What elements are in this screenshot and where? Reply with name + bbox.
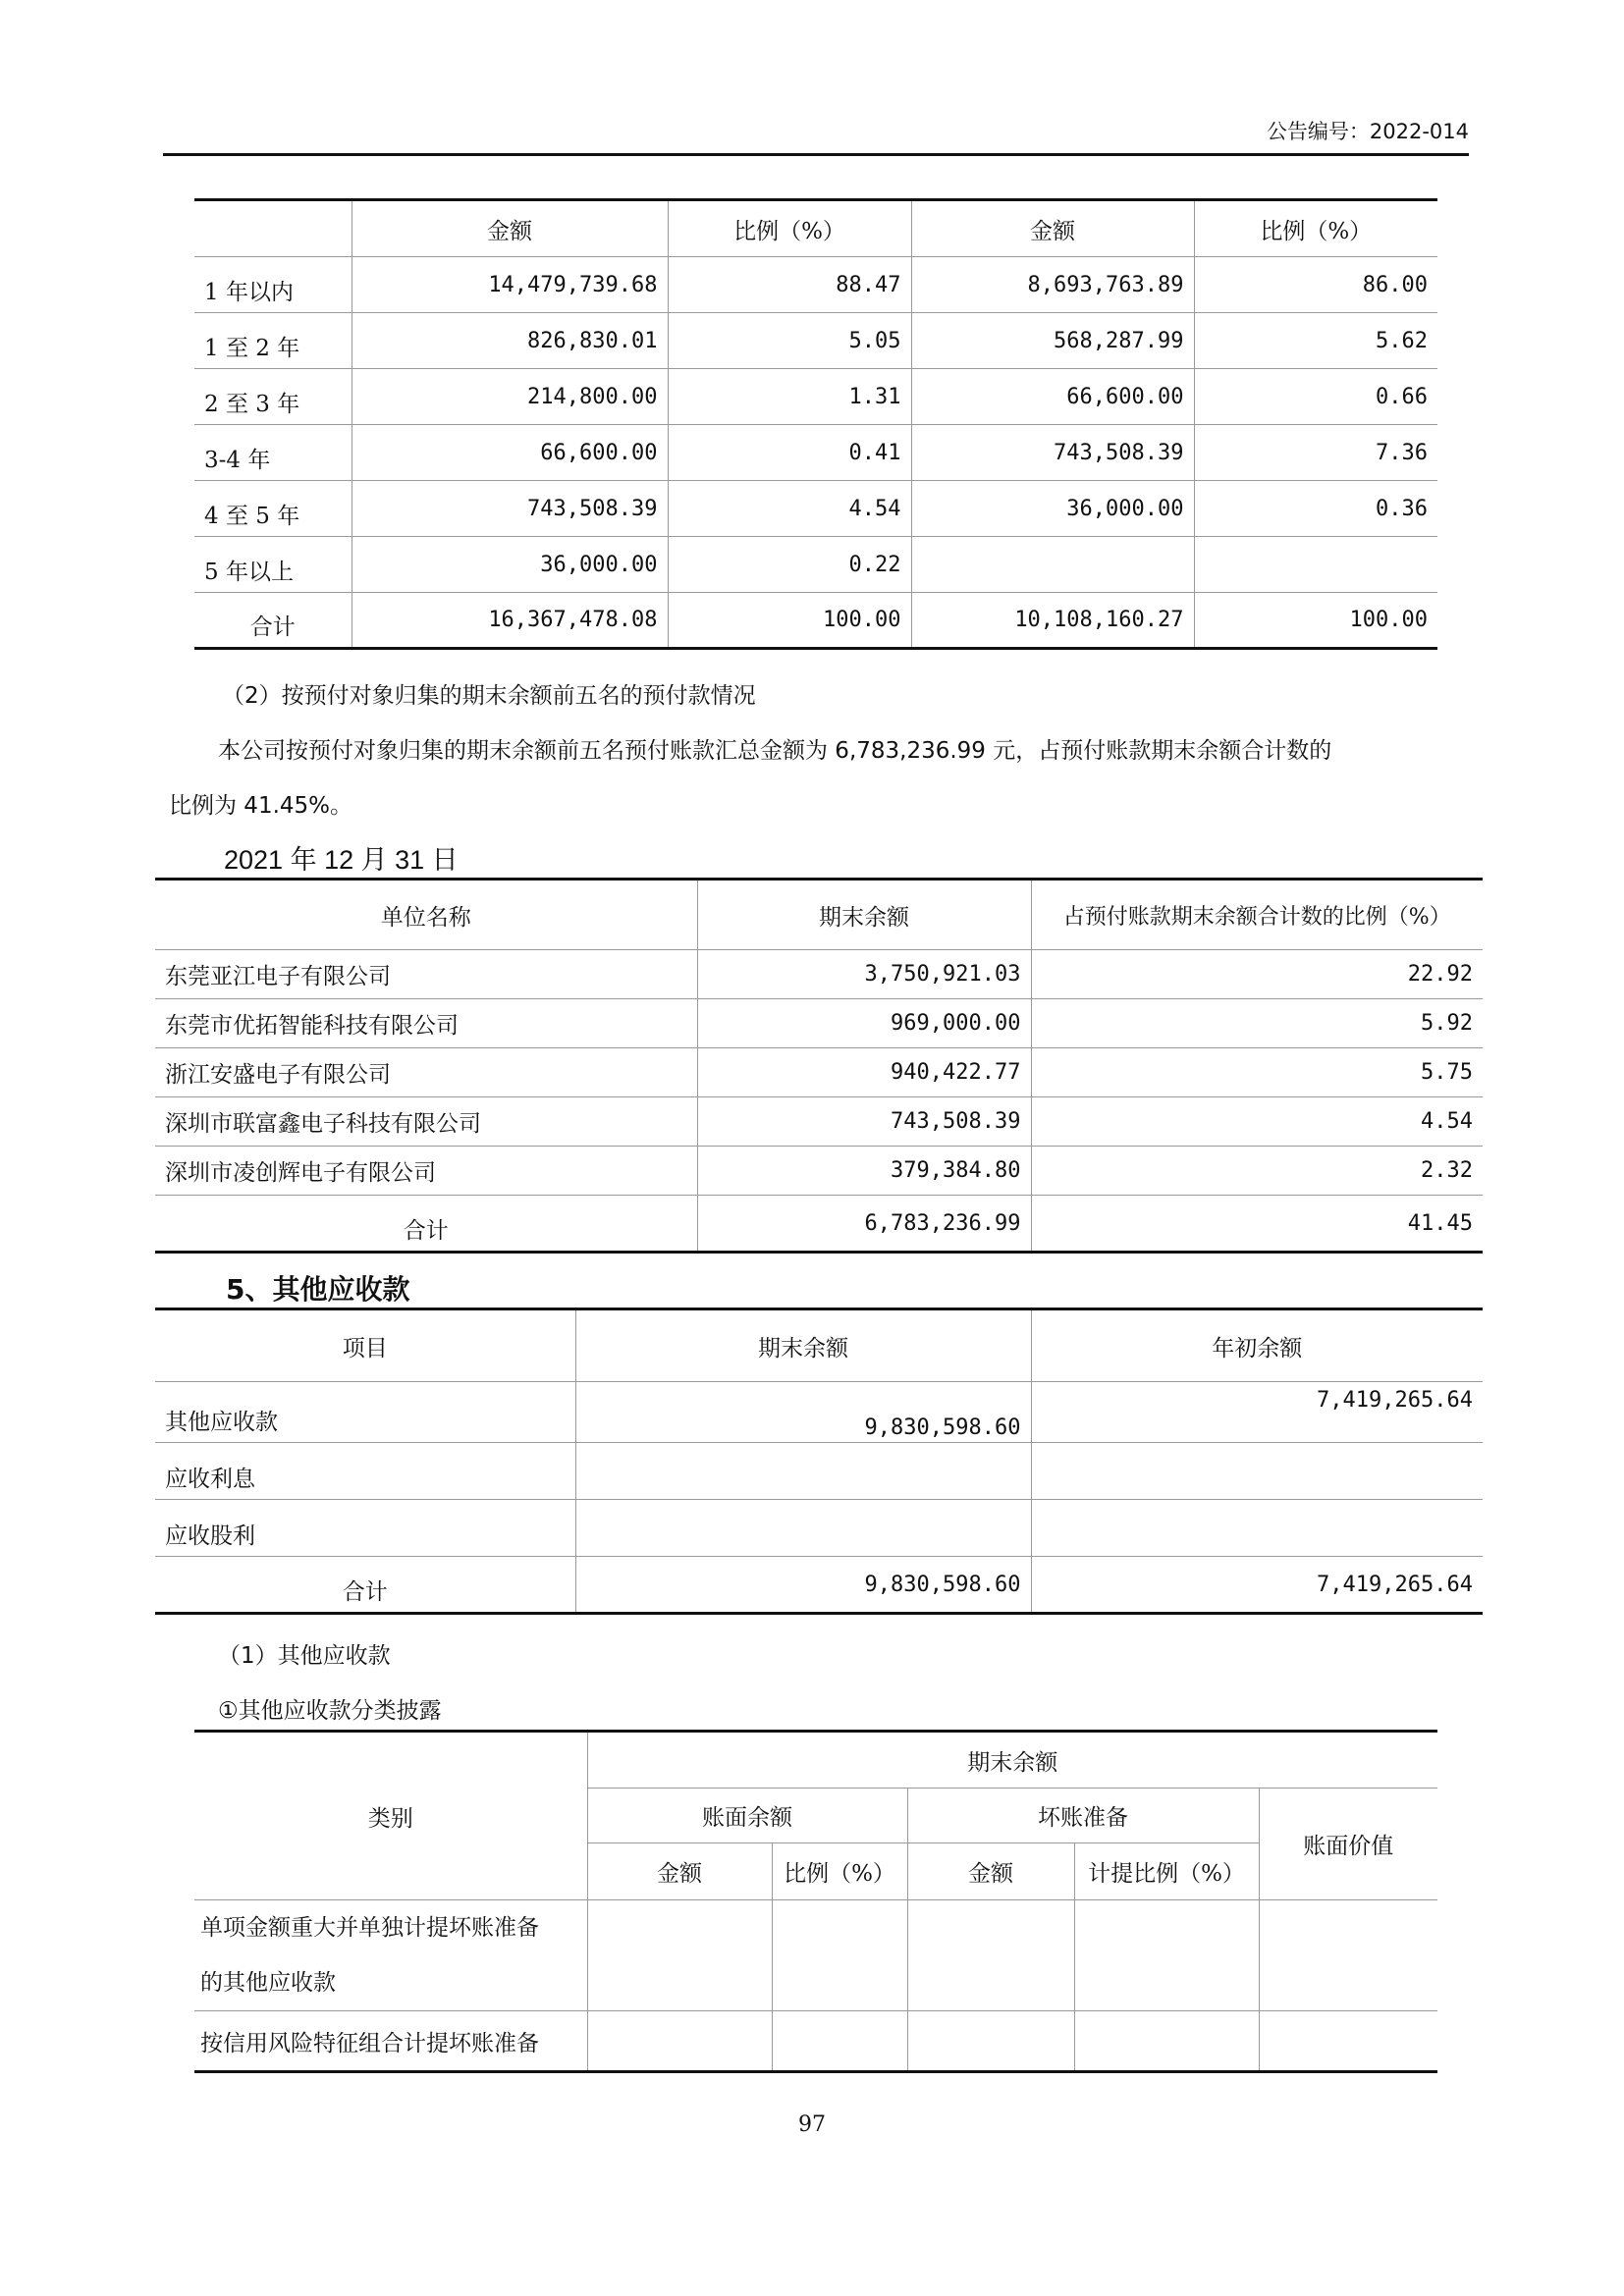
top5-prepay-table [155,878,1483,1254]
header-cell: 比例（%） [668,200,911,257]
cell: 66,600.00 [352,425,668,481]
table-row [194,369,1437,425]
row-label: 合计 [155,1557,575,1614]
company-name: 深圳市联富鑫电子科技有限公司 [155,1097,697,1147]
cell [1194,537,1437,593]
row-label-line: 的其他应收款 [200,1970,336,1996]
cell: 0.22 [668,537,911,593]
cell [1031,1443,1483,1500]
header-category: 类别 [194,1732,587,1900]
cell: 14,479,739.68 [352,257,668,313]
cell: 66,600.00 [911,369,1194,425]
table-total-row [194,593,1437,649]
cell: 88.47 [668,257,911,313]
cell: 0.41 [668,425,911,481]
cell: 100.00 [1194,593,1437,649]
sub-heading-1: （1）其他应收款 [218,1643,391,1669]
header-cell: 金额 [352,200,668,257]
table-header-row [194,200,1437,257]
cell [575,1443,1031,1500]
header-cell: 比例（%） [1194,200,1437,257]
header-amount: 金额 [587,1843,772,1900]
other-receivables-table [155,1308,1483,1615]
table-row [155,1500,1483,1557]
prepay-paragraph-line2: 比例为 41.45%。 [169,793,353,819]
header-cell: 期末余额 [697,880,1031,950]
row-label: 应收股利 [155,1500,575,1557]
table-header-row [155,1309,1483,1382]
header-ratio: 比例（%） [772,1843,907,1900]
row-label: 合计 [194,593,352,649]
cell: 16,367,478.08 [352,593,668,649]
cell: 9,830,598.60 [575,1382,1031,1443]
cell: 36,000.00 [352,537,668,593]
table-header-row [155,880,1483,950]
cell [1074,2011,1259,2072]
row-label: 1 至 2 年 [194,313,352,369]
row-label: 1 年以内 [194,257,352,313]
table-row [155,950,1483,999]
row-label: 其他应收款 [155,1382,575,1443]
cell: 7,419,265.64 [1031,1382,1483,1443]
page-header [163,116,1469,156]
cell [911,537,1194,593]
cell [1259,2011,1437,2072]
section-heading: 5、其他应收款 [226,1273,410,1306]
header-cell [194,200,352,257]
cell: 969,000.00 [697,999,1031,1048]
row-label: 3-4 年 [194,425,352,481]
row-label: 合计 [155,1196,697,1253]
table-row [194,2011,1437,2072]
cell: 8,693,763.89 [911,257,1194,313]
cell [772,2011,907,2072]
table-row [155,1443,1483,1500]
header-bad-debt: 坏账准备 [907,1789,1259,1843]
header-provision-ratio: 计提比例（%） [1074,1843,1259,1900]
cell: 568,287.99 [911,313,1194,369]
cell [772,1900,907,2011]
cell: 22.92 [1031,950,1483,999]
table-row [155,1048,1483,1097]
cell: 86.00 [1194,257,1437,313]
company-name: 东莞市优拓智能科技有限公司 [155,999,697,1048]
cell: 5.92 [1031,999,1483,1048]
row-label [194,1900,587,2011]
cell: 100.00 [668,593,911,649]
cell: 1.31 [668,369,911,425]
header-cell: 年初余额 [1031,1309,1483,1382]
row-label-line: 单项金额重大并单独计提坏账准备 [200,1915,539,1941]
report-date: 2021 年 12 月 31 日 [224,845,459,875]
cell: 5.75 [1031,1048,1483,1097]
cell: 0.36 [1194,481,1437,537]
header-cell: 项目 [155,1309,575,1382]
header-book-balance: 账面余额 [587,1789,907,1843]
row-label: 2 至 3 年 [194,369,352,425]
cell: 743,508.39 [697,1097,1031,1147]
header-amount: 金额 [907,1843,1074,1900]
prepay-paragraph-line1: 本公司按预付对象归集的期末余额前五名预付账款汇总金额为 6,783,236.99 元，占预付账款期末余额合计数的 [218,738,1332,764]
table-row [194,425,1437,481]
cell: 940,422.77 [697,1048,1031,1097]
cell [1074,1900,1259,2011]
cell: 4.54 [1031,1097,1483,1147]
notice-number: 公告编号：2022-014 [1266,120,1469,143]
cell: 3,750,921.03 [697,950,1031,999]
table-total-row [155,1196,1483,1253]
table-row [194,313,1437,369]
cell: 2.32 [1031,1147,1483,1196]
cell: 7.36 [1194,425,1437,481]
cell: 214,800.00 [352,369,668,425]
table-row [155,999,1483,1048]
table-row [155,1382,1483,1443]
table-row [194,1900,1437,2011]
company-name: 东莞亚江电子有限公司 [155,950,697,999]
row-label: 按信用风险特征组合计提坏账准备 [194,2011,587,2072]
cell: 7,419,265.64 [1031,1557,1483,1614]
cell: 743,508.39 [352,481,668,537]
cell: 5.05 [668,313,911,369]
cell: 5.62 [1194,313,1437,369]
table-row [194,481,1437,537]
header-cell: 期末余额 [575,1309,1031,1382]
cell: 6,783,236.99 [697,1196,1031,1253]
cell: 9,830,598.60 [575,1557,1031,1614]
row-label: 5 年以上 [194,537,352,593]
cell [587,1900,772,2011]
header-cell: 占预付账款期末余额合计数的比例（%） [1031,880,1483,950]
aging-table [194,198,1437,650]
sub-heading-2: ①其他应收款分类披露 [218,1698,442,1724]
cell: 743,508.39 [911,425,1194,481]
cell: 4.54 [668,481,911,537]
header-cell: 金额 [911,200,1194,257]
classification-table [194,1730,1437,2073]
company-name: 浙江安盛电子有限公司 [155,1048,697,1097]
cell: 0.66 [1194,369,1437,425]
header-cell: 单位名称 [155,880,697,950]
cell: 379,384.80 [697,1147,1031,1196]
cell: 36,000.00 [911,481,1194,537]
page-number: 97 [798,2112,826,2137]
cell [907,1900,1074,2011]
cell [587,2011,772,2072]
header-book-value: 账面价值 [1259,1789,1437,1900]
table-row [155,1097,1483,1147]
cell: 10,108,160.27 [911,593,1194,649]
header-period-end: 期末余额 [587,1732,1437,1789]
company-name: 深圳市凌创辉电子有限公司 [155,1147,697,1196]
table-row [194,257,1437,313]
table-row [194,537,1437,593]
prepay-heading: （2）按预付对象归集的期末余额前五名的预付款情况 [222,683,756,709]
row-label: 应收利息 [155,1443,575,1500]
cell [1031,1500,1483,1557]
cell: 41.45 [1031,1196,1483,1253]
cell [1259,1900,1437,2011]
table-total-row [155,1557,1483,1614]
row-label: 4 至 5 年 [194,481,352,537]
cell [907,2011,1074,2072]
table-row [155,1147,1483,1196]
cell [575,1500,1031,1557]
cell: 826,830.01 [352,313,668,369]
